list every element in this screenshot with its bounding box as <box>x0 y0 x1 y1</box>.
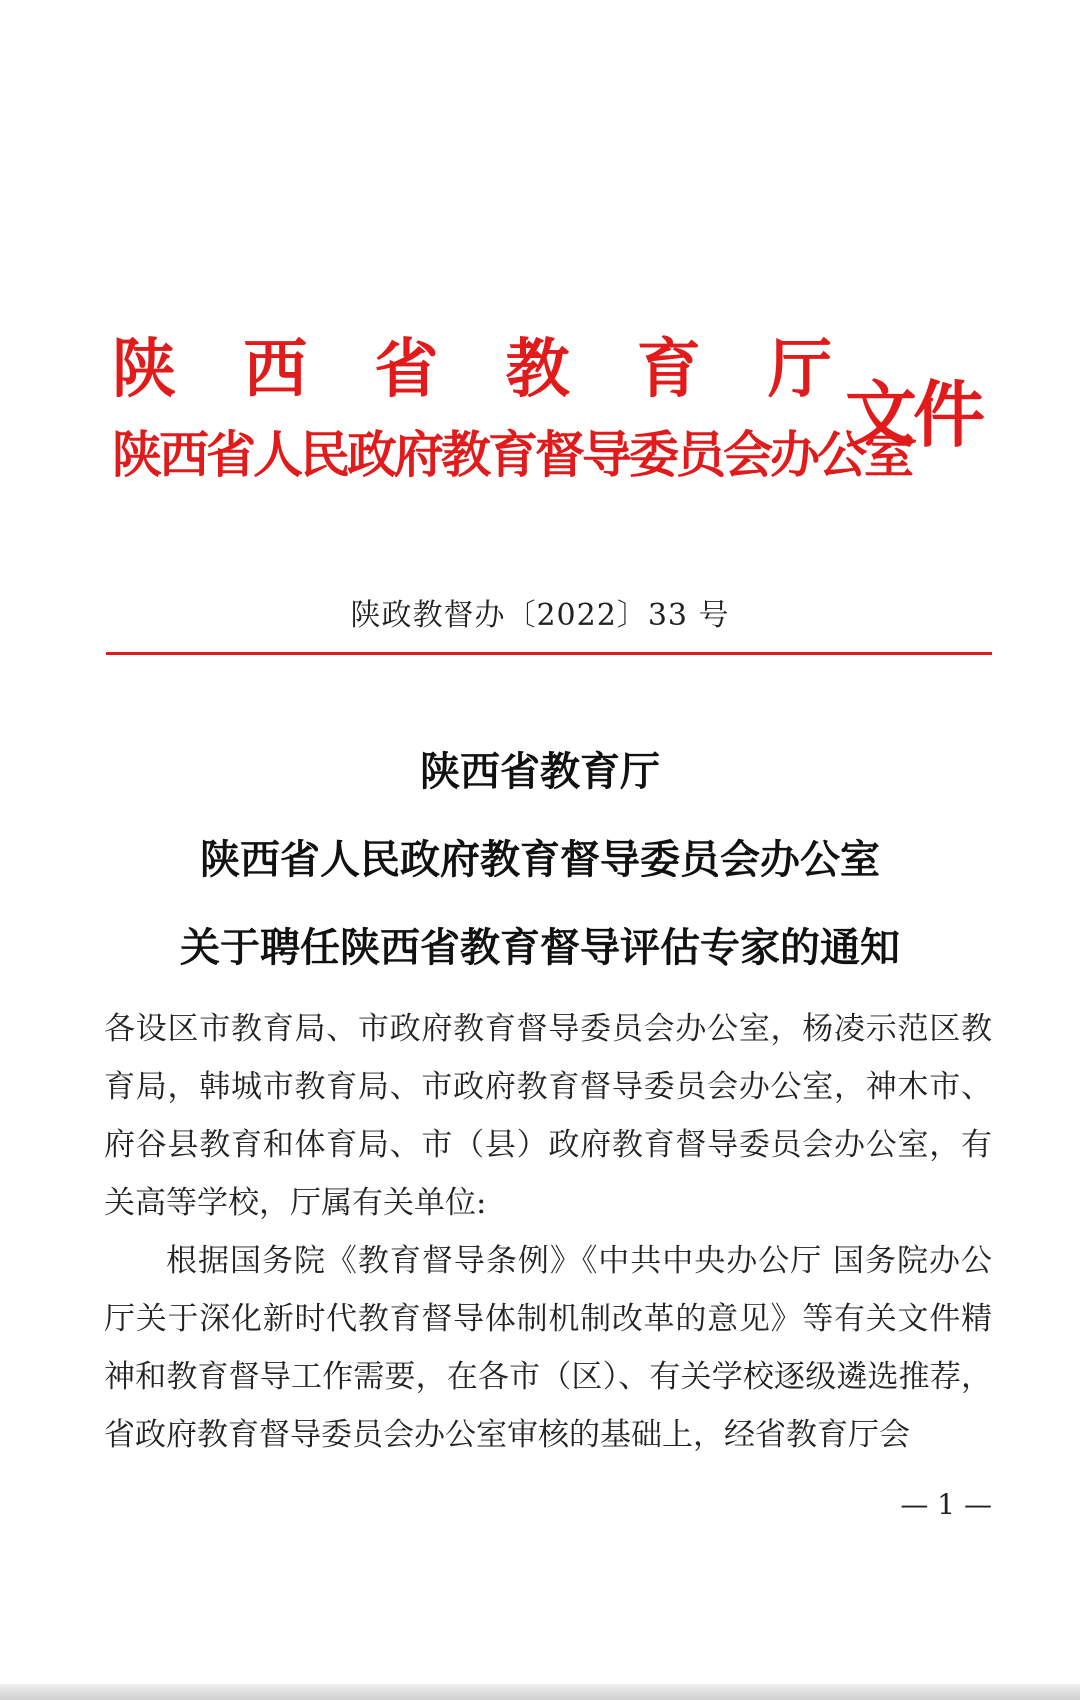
document-number: 陕政教督办〔2022〕33 号 <box>350 598 730 633</box>
document-title <box>0 728 1080 992</box>
red-divider <box>106 652 992 655</box>
issuing-org-2: 陕西省人民政府教育督导委员会办公室 <box>112 426 911 484</box>
page-number: — 1 — <box>900 1488 992 1521</box>
title-line-3: 关于聘任陕西省教育督导评估专家的通知 <box>180 925 900 971</box>
document-body <box>104 1000 992 1464</box>
document-word: 文件 <box>845 373 982 457</box>
org-char: 西 <box>243 333 308 407</box>
page-bottom-edge <box>0 1684 1080 1700</box>
title-line-2: 陕西省人民政府教育督导委员会办公室 <box>200 837 880 883</box>
org-char: 省 <box>374 333 439 407</box>
org-char: 陕 <box>112 333 176 407</box>
issuing-org-1 <box>112 330 832 410</box>
org-char: 厅 <box>767 333 832 407</box>
org-char: 教 <box>505 333 570 407</box>
body-paragraph-1: 根据国务院《教育督导条例》《中共中央办公厅 国务院办公厅关于深化新时代教育督导体制机制改革的意见》等有关文件精神和教育督导工作需要，在各市（区）、有关学校逐级遴选推荐，省政府教育督导委员会办公室审核的基础上，经省教育厅会 <box>104 1243 992 1453</box>
title-line-1: 陕西省教育厅 <box>420 749 660 795</box>
org-char: 育 <box>636 333 701 407</box>
recipients-paragraph: 各设区市教育局、市政府教育督导委员会办公室，杨凌示范区教育局，韩城市教育局、市政府教育督导委员会办公室，神木市、府谷县教育和体育局、市（县）政府教育督导委员会办公室，有关高等学校，厅属有关单位: <box>104 1011 992 1221</box>
